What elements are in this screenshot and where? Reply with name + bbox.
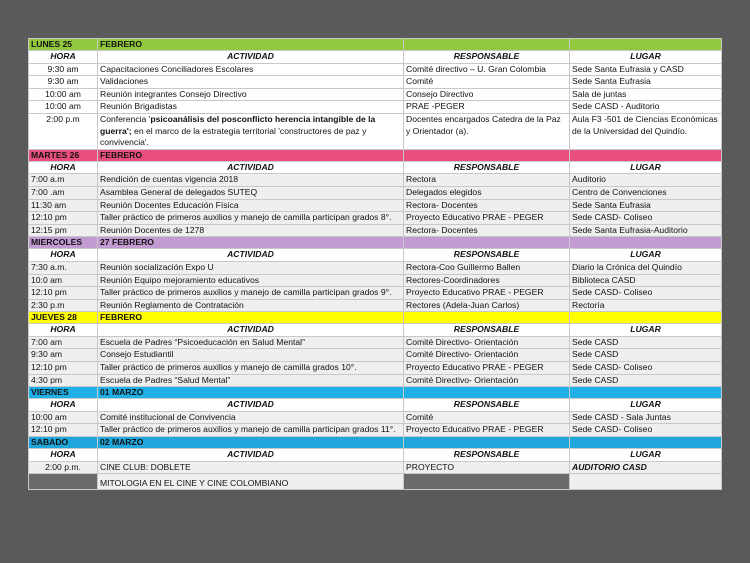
table-row: 2:30 p.m Reunión Reglamento de Contratación Rectores (Adela-Juan Carlos) Rectoría xyxy=(29,299,722,312)
table-row: 12:15 pm Reunión Docentes de 1278 Rectora- Docentes Sede Santa Eufrasia-Auditorio xyxy=(29,224,722,237)
weekly-schedule xyxy=(28,38,721,490)
day-header-sabado xyxy=(29,437,722,449)
day-header-jueves xyxy=(29,312,722,324)
month-label: 01 MARZO xyxy=(98,387,404,399)
table-row: 7:30 a.m. Reunión socialización Expo U Rectora-Coo Guillermo Ballen Diario la Crónica del Quindío xyxy=(29,261,722,274)
table-row: MITOLOGIA EN EL CINE Y CINE COLOMBIANO xyxy=(29,474,722,490)
col-hora: HORA xyxy=(29,51,98,64)
month-label: FEBRERO xyxy=(98,312,404,324)
table-row: 9:30 am Validaciones Comité Sede Santa Eufrasia xyxy=(29,76,722,89)
table-row: 2:00 p.m Conferencia 'psicoanálisis del posconflicto herencia intangible de la guerra'; en el marco de la estrategia territorial 'constructores de paz y convivencia'. Docentes encargados Catedra de la Paz y Orientador (a). Aula F3 -501 de Ciencias Económicas de la Universidad del Quindío. xyxy=(29,113,722,149)
table-row: 10:00 am Comité institucional de Convivencia Comité Sede CASD - Sala Juntas xyxy=(29,411,722,424)
day-label: SABADO xyxy=(29,437,98,449)
table-row: 12:10 pm Taller práctico de primeros auxilios y manejo de camilla participan grados 9°. Proyecto Educativo PRAE - PEGER Sede CASD- Coliseo xyxy=(29,287,722,300)
col-lugar: LUGAR xyxy=(570,51,722,64)
table-row: 12:10 pm Taller práctico de primeros auxilios y manejo de camilla participan grados 11°. Proyecto Educativo PRAE - PEGER Sede CASD- Coliseo xyxy=(29,424,722,437)
column-header-row: HORA ACTIVIDAD RESPONSABLE LUGAR xyxy=(29,249,722,262)
col-responsable: RESPONSABLE xyxy=(404,51,570,64)
day-header-lunes xyxy=(29,39,722,51)
col-actividad: ACTIVIDAD xyxy=(98,51,404,64)
table-row: 9:30 am Consejo Estudiantil Comité Directivo- Orientación Sede CASD xyxy=(29,349,722,362)
day-label: JUEVES 28 xyxy=(29,312,98,324)
column-header-row: HORA ACTIVIDAD RESPONSABLE LUGAR xyxy=(29,449,722,462)
conference-activity: Conferencia 'psicoanálisis del posconflicto herencia intangible de la guerra'; en el marco de la estrategia territorial 'constructores de paz y convivencia'. xyxy=(98,113,404,149)
month-label: 02 MARZO xyxy=(98,437,404,449)
table-row: 4:30 pm Escuela de Padres “Salud Mental” Comité Directivo- Orientación Sede CASD xyxy=(29,374,722,387)
day-header-miercoles xyxy=(29,237,722,249)
column-header-row: HORA ACTIVIDAD RESPONSABLE LUGAR xyxy=(29,399,722,412)
table-row: 12:10 pm Taller práctico de primeros auxilios y manejo de camilla grados 10°. Proyecto Educativo PRAE - PEGER Sede CASD- Coliseo xyxy=(29,362,722,375)
month-label: FEBRERO xyxy=(98,39,404,51)
table-row: 7:00 am Escuela de Padres “Psicoeducación en Salud Mental” Comité Directivo- Orientación Sede CASD xyxy=(29,336,722,349)
table-row: 12:10 pm Taller práctico de primeros auxilios y manejo de camilla participan grados 8°. Proyecto Educativo PRAE - PEGER Sede CASD- Coliseo xyxy=(29,212,722,225)
day-label: MIERCOLES xyxy=(29,237,98,249)
day-label: VIERNES xyxy=(29,387,98,399)
table-row: 7:00 a.m Rendición de cuentas vigencia 2018 Rectora Auditorio xyxy=(29,174,722,187)
column-header-row: HORA ACTIVIDAD RESPONSABLE LUGAR xyxy=(29,324,722,337)
schedule-table xyxy=(28,38,722,490)
table-row: 7:00 .am Asamblea General de delegados SUTEQ Delegados elegidos Centro de Convenciones xyxy=(29,186,722,199)
day-label: MARTES 26 xyxy=(29,149,98,161)
table-row: 9:30 am Capacitaciones Conciliadores Escolares Comité directivo – U. Gran Colombia Sede Santa Eufrasia y CASD xyxy=(29,63,722,76)
column-header-row: HORA ACTIVIDAD RESPONSABLE LUGAR xyxy=(29,161,722,174)
table-row: 2:00 p.m. CINE CLUB: DOBLETE PROYECTO AUDITORIO CASD xyxy=(29,461,722,474)
day-header-viernes xyxy=(29,387,722,399)
month-label: FEBRERO xyxy=(98,149,404,161)
table-row: 11:30 am Reunión Docentes Educación Física Rectora- Docentes Sede Santa Eufrasia xyxy=(29,199,722,212)
month-label: 27 FEBRERO xyxy=(98,237,404,249)
table-row: 10:00 am Reunión Brigadistas PRAE -PEGER Sede CASD - Auditorio xyxy=(29,101,722,114)
table-row: 10:00 am Reunión integrantes Consejo Directivo Consejo Directivo Sala de juntas xyxy=(29,88,722,101)
day-label: LUNES 25 xyxy=(29,39,98,51)
column-header-row xyxy=(29,51,722,64)
day-header-martes xyxy=(29,149,722,161)
table-row: 10:0 am Reunión Equipo mejoramiento educativos Rectores-Coordinadores Biblioteca CASD xyxy=(29,274,722,287)
